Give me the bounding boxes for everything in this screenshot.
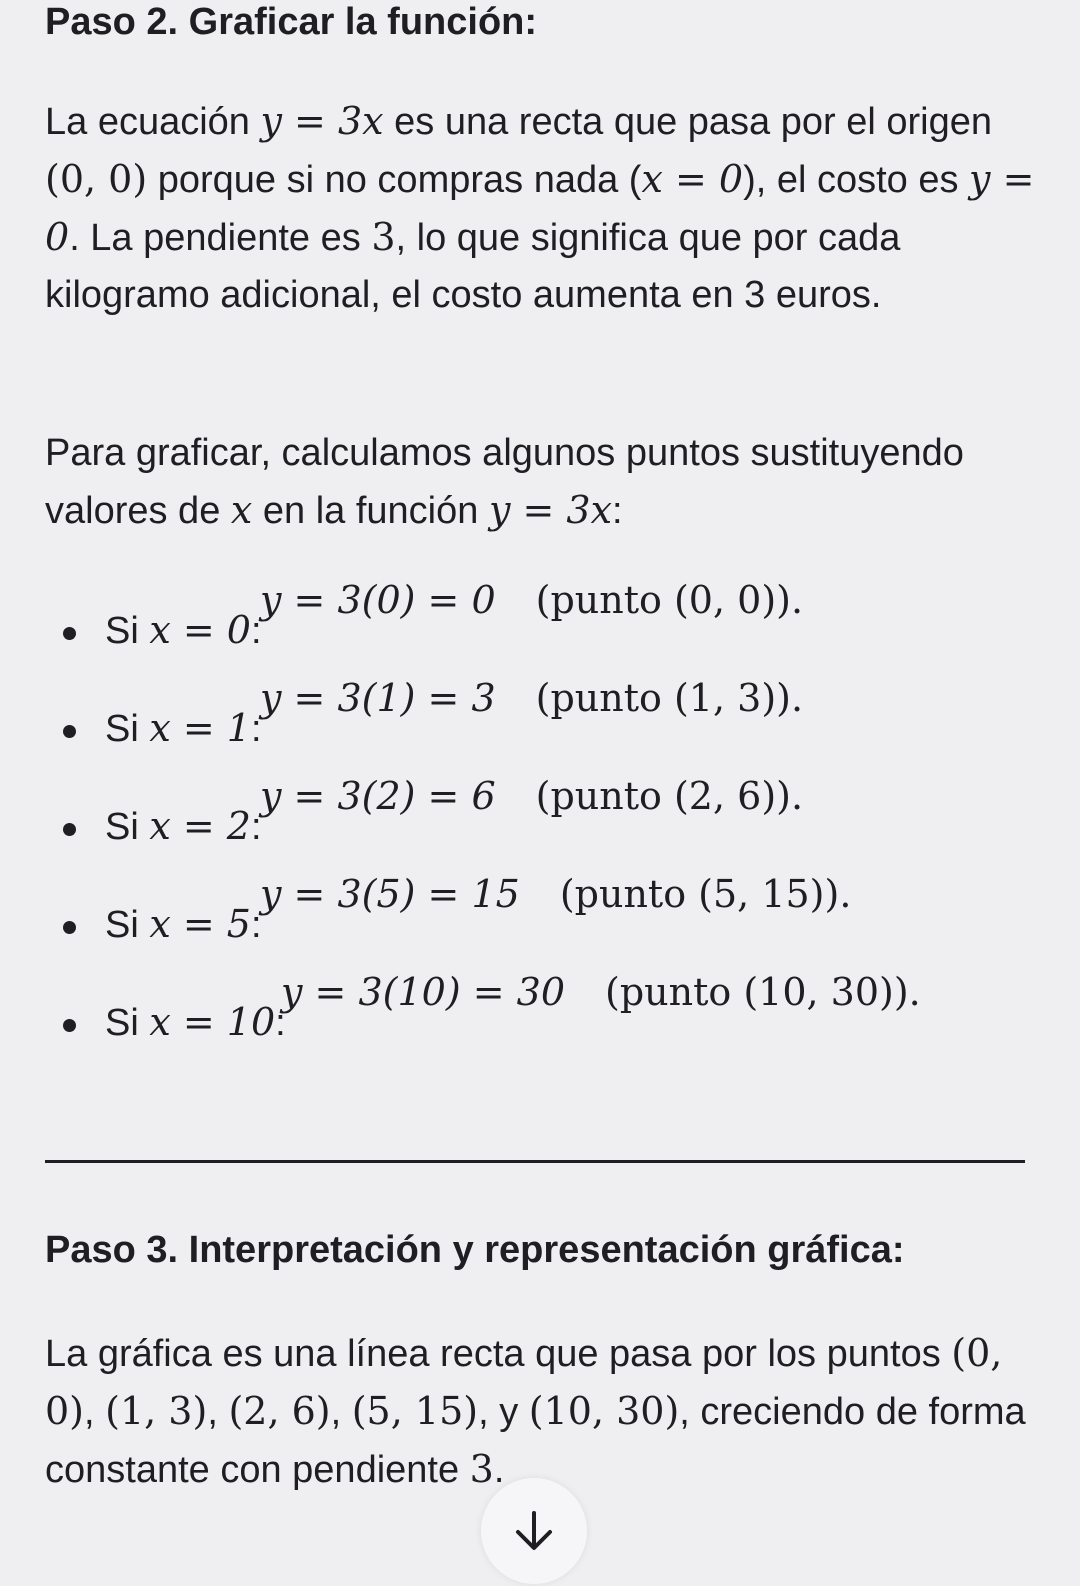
bullet xyxy=(63,823,76,836)
text: . La pendiente es xyxy=(69,217,372,259)
bullet xyxy=(63,725,76,738)
text: , lo que significa que por cada kilogramo adicional, el costo aumenta en 3 euros. xyxy=(45,217,901,316)
calculation: y = 3(2) = 6 (punto (2, 6)). xyxy=(260,774,804,818)
step3-paragraph: La gráfica es una línea recta que pasa por los puntos (0, 0), (1, 3), (2, 6), (5, 15), y (10, 30), creciendo de forma constante con pendiente 3. xyxy=(45,1331,1026,1491)
condition: Si x = 2: xyxy=(105,804,262,848)
arrow-down-icon xyxy=(510,1507,558,1555)
list-item xyxy=(45,673,1035,771)
math-var: x xyxy=(230,488,253,532)
text: es una recta que pasa por el origen xyxy=(383,101,992,143)
text: porque si no compras nada ( xyxy=(147,159,642,201)
calculation: y = 3(10) = 30 (punto (10, 30)). xyxy=(281,970,921,1014)
step3-heading: Paso 3. Interpretación y representación gráfica: xyxy=(45,1229,905,1271)
divider xyxy=(45,1160,1025,1163)
condition: Si x = 5: xyxy=(105,902,262,946)
text: en la función xyxy=(252,490,489,532)
text: La ecuación xyxy=(45,101,261,143)
bullet xyxy=(63,1019,76,1032)
condition: Si x = 0: xyxy=(105,608,262,652)
step2-paragraph-1 xyxy=(45,93,1035,324)
point: (1, 3) xyxy=(105,1389,208,1433)
step2-paragraph-2 xyxy=(45,425,1035,540)
math-y0: y = 0 xyxy=(45,157,1035,259)
math-slope: 3 xyxy=(371,215,396,259)
text: : xyxy=(612,490,623,532)
point: (0, 0) xyxy=(45,1331,1003,1433)
calculation: y = 3(0) = 0 (punto (0, 0)). xyxy=(260,578,804,622)
text: , creciendo de forma constante con pendiente xyxy=(45,1391,1026,1491)
text: ), el costo es xyxy=(743,159,970,201)
point: (5, 15) xyxy=(351,1389,479,1433)
equation: y = 3x xyxy=(488,488,613,532)
equation: y = 3x xyxy=(260,99,384,143)
bullet xyxy=(63,921,76,934)
bullet xyxy=(63,627,76,640)
points-list xyxy=(45,575,1035,1065)
condition: Si x = 10: xyxy=(105,1000,286,1044)
point: (2, 6) xyxy=(228,1389,331,1433)
calculation: y = 3(5) = 15 (punto (5, 15)). xyxy=(260,872,852,916)
math-slope: 3 xyxy=(469,1447,494,1491)
text: Para graficar, calculamos algunos puntos sustituyendo valores de xyxy=(45,432,964,532)
origin-point: (0, 0) xyxy=(45,157,148,201)
list-item xyxy=(45,869,1035,967)
calculation: y = 3(1) = 3 (punto (1, 3)). xyxy=(260,676,804,720)
list-item xyxy=(45,575,1035,673)
list-item xyxy=(45,967,1035,1065)
condition: Si x = 1: xyxy=(105,706,262,750)
text: La gráfica es una línea recta que pasa por los puntos xyxy=(45,1333,952,1375)
list-item xyxy=(45,771,1035,869)
math-x0: x = 0 xyxy=(641,157,744,201)
scroll-down-button[interactable] xyxy=(481,1478,587,1584)
step2-heading: Paso 2. Graficar la función: xyxy=(45,1,538,43)
point: (10, 30) xyxy=(528,1389,680,1433)
